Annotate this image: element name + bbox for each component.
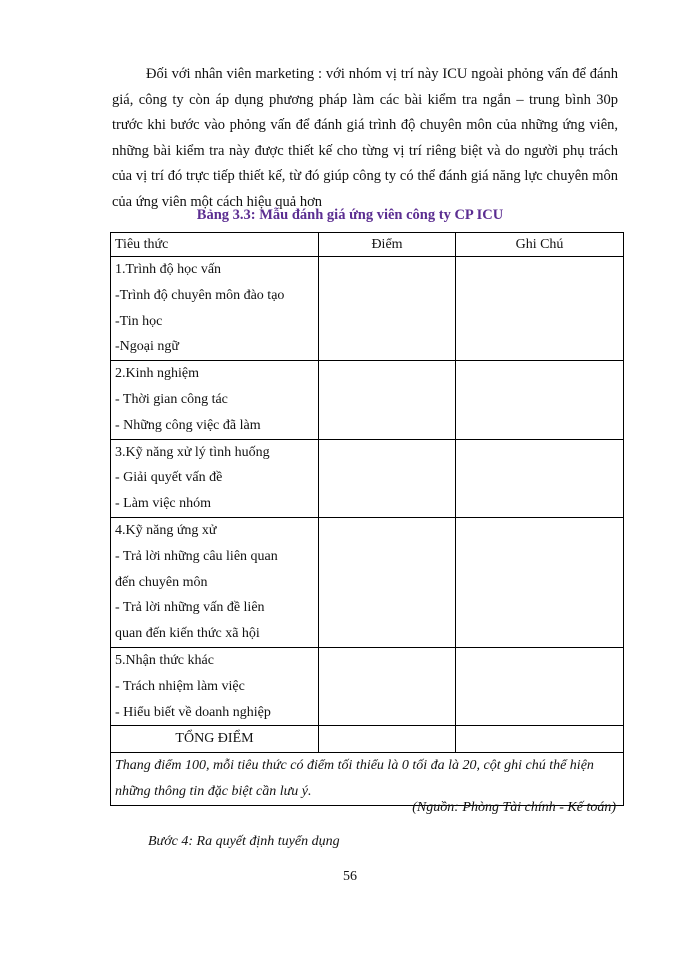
criteria-cell (111, 439, 319, 517)
total-label: TỔNG ĐIỂM (111, 726, 319, 753)
header-notes: Ghi Chú (456, 233, 624, 257)
criteria-item: quan đến kiến thức xã hội (115, 626, 260, 642)
criteria-item: - Hiểu biết về doanh nghiệp (115, 704, 271, 720)
note-row (111, 753, 624, 806)
notes-cell[interactable] (456, 439, 624, 517)
criteria-title: 4.Kỹ năng ứng xử (115, 522, 217, 538)
total-notes-cell[interactable] (456, 726, 624, 753)
score-cell[interactable] (319, 257, 456, 361)
criteria-cell (111, 257, 319, 361)
source-note: (Nguồn: Phòng Tài chính - Kế toán) (412, 800, 616, 815)
table-row (111, 647, 624, 725)
criteria-item: đến chuyên môn (115, 574, 208, 590)
table-note: Thang điểm 100, mỗi tiêu thức có điểm tối thiểu là 0 tối đa là 20, cột ghi chú thể hiện những thông tin đặc biệt cần lưu ý. (111, 753, 624, 806)
criteria-cell (111, 361, 319, 439)
body-paragraph: Đối với nhân viên marketing : với nhóm vị trí này ICU ngoài phỏng vấn để đánh giá, công ty còn áp dụng phương pháp làm các bài kiểm tra ngắn – trung bình 30p trước khi bước vào phỏng vấn để đánh giá trình độ chuyên môn của những ứng viên, những bài kiểm tra này được thiết kế cho từng vị trí riêng biệt và do người phụ trách của vị trí đó trực tiếp thiết kế, từ đó giúp công ty có thể đánh giá năng lực chuyên môn của ứng viên một cách hiệu quả hơn (112, 66, 618, 210)
criteria-title: 3.Kỹ năng xử lý tình huống (115, 444, 270, 460)
criteria-item: -Tin học (115, 313, 163, 329)
criteria-item: - Thời gian công tác (115, 391, 228, 407)
step-heading: Bước 4: Ra quyết định tuyển dụng (148, 834, 340, 849)
criteria-title: 1.Trình độ học vấn (115, 262, 222, 277)
total-score-cell[interactable] (319, 726, 456, 753)
criteria-item: - Trả lời những vấn đề liên (115, 600, 265, 616)
notes-cell[interactable] (456, 257, 624, 361)
total-row (111, 726, 624, 753)
table-row (111, 439, 624, 517)
table-row (111, 517, 624, 647)
table-row (111, 257, 624, 361)
criteria-cell (111, 517, 319, 647)
criteria-item: -Trình độ chuyên môn đào tạo (115, 287, 285, 303)
criteria-title: 2.Kinh nghiệm (115, 366, 199, 382)
criteria-item: - Những công việc đã làm (115, 417, 261, 433)
criteria-item: - Giải quyết vấn đề (115, 470, 223, 486)
notes-cell[interactable] (456, 517, 624, 647)
score-cell[interactable] (319, 439, 456, 517)
criteria-item: -Ngoại ngữ (115, 339, 179, 355)
criteria-item: - Trách nhiệm làm việc (115, 678, 245, 694)
header-score: Điểm (319, 233, 456, 257)
table-header-row (111, 233, 624, 257)
page-number: 56 (343, 869, 357, 884)
score-cell[interactable] (319, 647, 456, 725)
notes-cell[interactable] (456, 361, 624, 439)
table-row (111, 361, 624, 439)
notes-cell[interactable] (456, 647, 624, 725)
score-cell[interactable] (319, 517, 456, 647)
criteria-item: - Làm việc nhóm (115, 496, 212, 512)
criteria-cell (111, 647, 319, 725)
criteria-title: 5.Nhận thức khác (115, 652, 214, 668)
score-cell[interactable] (319, 361, 456, 439)
header-criteria: Tiêu thức (111, 233, 319, 257)
table-caption: Bảng 3.3: Mẫu đánh giá ứng viên công ty CP ICU (196, 207, 504, 223)
evaluation-table (110, 232, 624, 806)
criteria-item: - Trả lời những câu liên quan (115, 548, 278, 564)
